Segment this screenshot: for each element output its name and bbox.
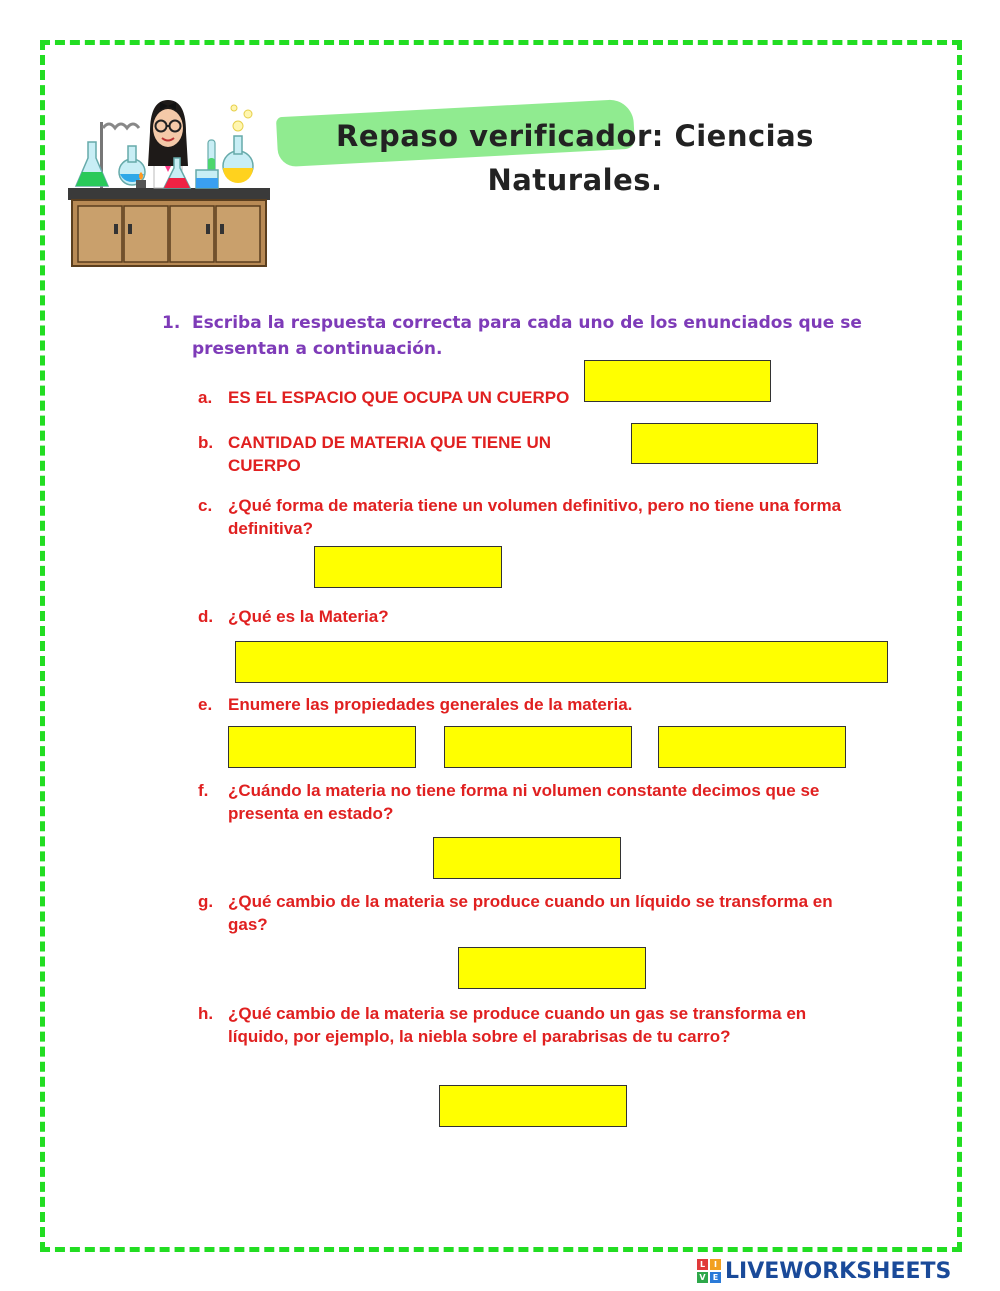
question-letter: f. bbox=[198, 781, 209, 800]
logo-block-e: E bbox=[710, 1272, 721, 1283]
question-letter: h. bbox=[198, 1004, 214, 1023]
question-e bbox=[198, 693, 798, 716]
question-c bbox=[198, 494, 858, 540]
question-letter: g. bbox=[198, 892, 214, 911]
question-text: CANTIDAD DE MATERIA QUE TIENE UN CUERPO bbox=[228, 433, 551, 475]
worksheet-title: Repaso verificador: Ciencias Naturales. bbox=[336, 119, 814, 197]
logo-blocks bbox=[697, 1259, 721, 1283]
question-text: ES EL ESPACIO QUE OCUPA UN CUERPO bbox=[228, 388, 570, 407]
science-lab-illustration bbox=[66, 92, 272, 268]
answer-box-f[interactable] bbox=[433, 837, 621, 879]
instruction-1 bbox=[162, 310, 862, 362]
question-text: ¿Cuándo la materia no tiene forma ni volumen constante decimos que se presenta en estado? bbox=[228, 781, 820, 823]
question-g bbox=[198, 890, 838, 936]
question-letter: c. bbox=[198, 496, 213, 515]
question-text: ¿Qué forma de materia tiene un volumen definitivo, pero no tiene una forma definitiva? bbox=[228, 496, 842, 538]
question-text: ¿Qué es la Materia? bbox=[228, 607, 389, 626]
question-a bbox=[198, 386, 578, 409]
answer-box-e-1[interactable] bbox=[228, 726, 416, 768]
question-d bbox=[198, 605, 598, 628]
question-letter: b. bbox=[198, 433, 214, 452]
question-f bbox=[198, 779, 888, 825]
liveworksheets-logo[interactable] bbox=[697, 1258, 951, 1284]
answer-box-h[interactable] bbox=[439, 1085, 627, 1127]
logo-block-v: V bbox=[697, 1272, 708, 1283]
instruction-number: 1. bbox=[162, 313, 181, 333]
question-h bbox=[198, 1002, 858, 1048]
answer-box-b[interactable] bbox=[631, 423, 818, 464]
instruction-text: Escriba la respuesta correcta para cada uno de los enunciados que se presentan a continuación. bbox=[192, 313, 862, 359]
logo-block-i: I bbox=[710, 1259, 721, 1270]
question-text: ¿Qué cambio de la materia se produce cuando un gas se transforma en líquido, por ejemplo, la niebla sobre el parabrisas de tu carro? bbox=[228, 1004, 807, 1046]
answer-box-a[interactable] bbox=[584, 360, 771, 402]
question-text: Enumere las propiedades generales de la materia. bbox=[228, 695, 633, 714]
answer-box-e-2[interactable] bbox=[444, 726, 632, 768]
answer-box-d[interactable] bbox=[235, 641, 888, 683]
question-letter: e. bbox=[198, 695, 213, 714]
question-letter: d. bbox=[198, 607, 214, 626]
question-letter: a. bbox=[198, 388, 213, 407]
logo-block-l: L bbox=[697, 1259, 708, 1270]
answer-box-e-3[interactable] bbox=[658, 726, 846, 768]
question-text: ¿Qué cambio de la materia se produce cuando un líquido se transforma en gas? bbox=[228, 892, 833, 934]
question-b bbox=[198, 431, 628, 477]
answer-box-g[interactable] bbox=[458, 947, 646, 989]
answer-box-c[interactable] bbox=[314, 546, 502, 588]
logo-wordmark: LIVEWORKSHEETS bbox=[725, 1258, 952, 1284]
